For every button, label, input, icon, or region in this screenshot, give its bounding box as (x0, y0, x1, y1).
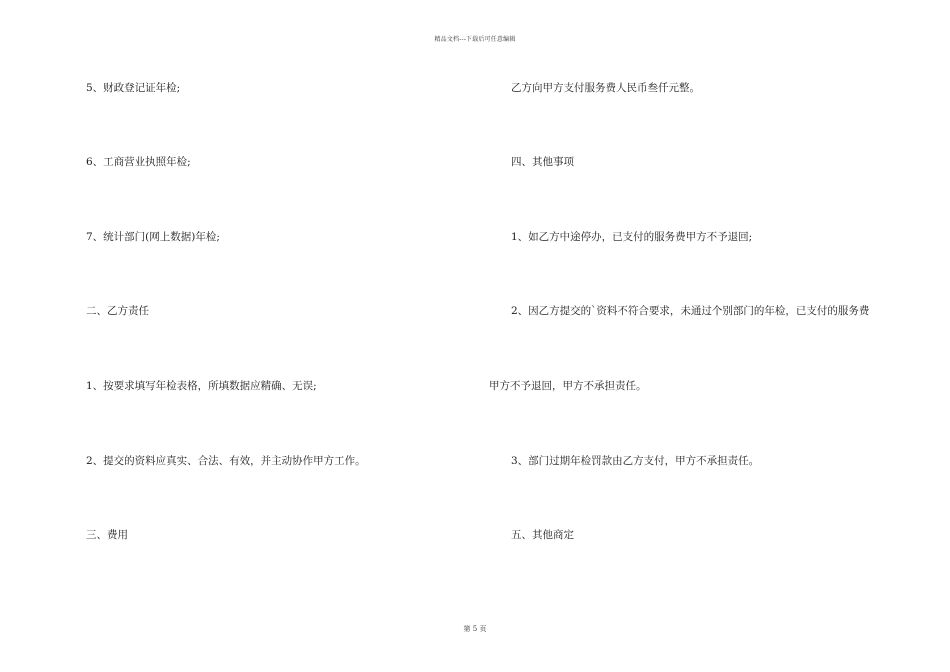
section-heading-party-b-responsibility: 二、乙方责任 (86, 305, 149, 317)
section-heading-other-matters: 四、其他事项 (511, 156, 574, 168)
left-line-1: 5、财政登记证年检; (86, 82, 181, 94)
right-line-6: 3、部门过期年检罚款由乙方支付，甲方不承担责任。 (511, 455, 760, 467)
page-number: 第 5 页 (463, 625, 487, 633)
right-line-5: 甲方不予退回，甲方不承担责任。 (489, 380, 647, 392)
left-line-5: 1、按要求填写年检表格，所填数据应精确、无误; (86, 380, 317, 392)
left-line-6: 2、提交的资料应真实、合法、有效，并主动协作甲方工作。 (86, 455, 366, 467)
right-line-4: 2、因乙方提交的`资料不符合要求，未通过个别部门的年检，已支付的服务费 (511, 305, 870, 317)
left-line-2: 6、工商营业执照年检; (86, 156, 191, 168)
section-heading-fees: 三、费用 (86, 529, 128, 541)
left-line-3: 7、统计部门(网上数据)年检; (86, 231, 220, 243)
section-heading-other-agreements: 五、其他商定 (511, 529, 574, 541)
right-line-1: 乙方向甲方支付服务费人民币叁仟元整。 (511, 82, 700, 94)
page-header: 精品文档---下载后可任意编辑 (434, 36, 516, 43)
right-line-3: 1、如乙方中途停办，已支付的服务费甲方不予退回; (511, 231, 753, 243)
